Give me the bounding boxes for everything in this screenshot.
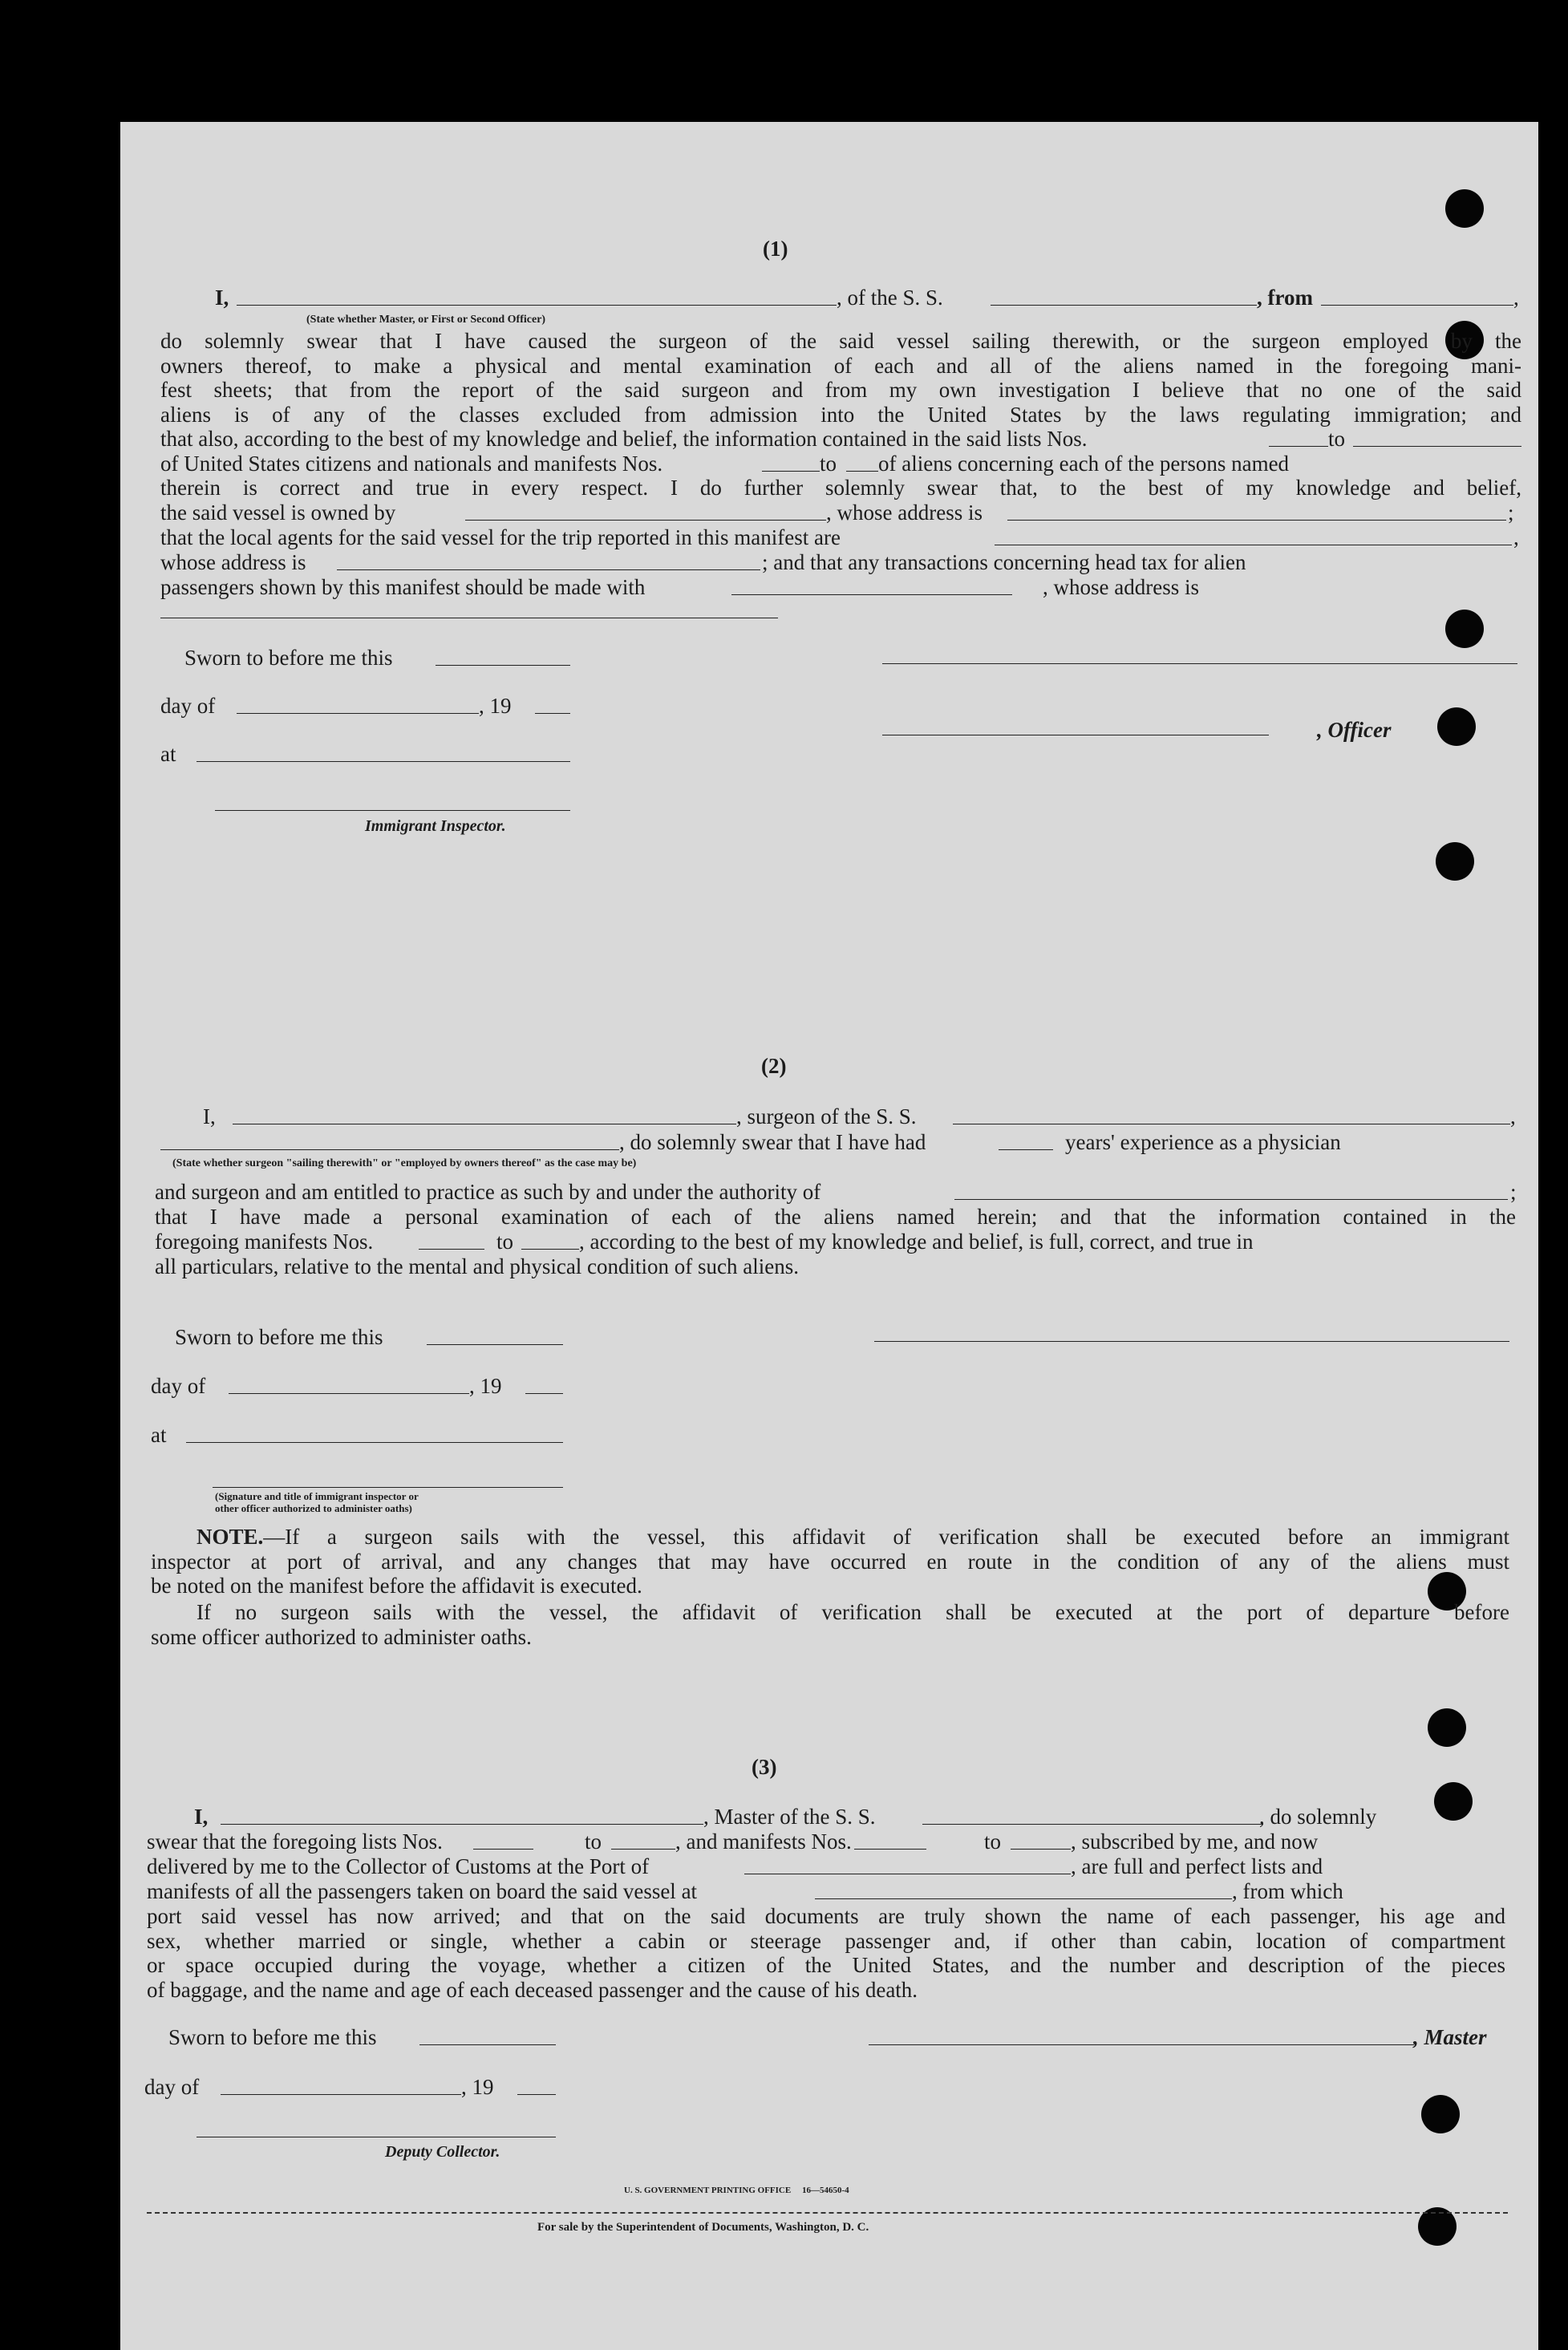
section-2-number: (2) (761, 1054, 787, 1078)
s3-line: sex, whether married or single, whether a cabin or steerage passenger and, if other than cabin, location of compartment (147, 1928, 1505, 1953)
s1-line-10b: , (1513, 525, 1519, 549)
blank-line (197, 761, 570, 762)
blank-line (465, 520, 826, 521)
note-line-last: some officer authorized to administer oaths. (151, 1625, 532, 1649)
s1-dayof: day of (160, 694, 216, 718)
blank-line (221, 2094, 461, 2095)
blank-line (473, 1849, 533, 1850)
s3-paragraph (147, 1904, 1505, 1978)
s1-line-11a: whose address is (160, 550, 306, 574)
blank-line (160, 1149, 619, 1150)
note-label: NOTE. (197, 1525, 264, 1549)
punch-hole (1445, 189, 1484, 228)
blank-line (731, 594, 1012, 595)
blank-line (854, 1849, 926, 1850)
s2-sworn: Sworn to before me this (175, 1325, 383, 1349)
printing-office: U. S. GOVERNMENT PRINTING OFFICE 16—54650-4 (624, 2186, 849, 2195)
blank-line (922, 1824, 1263, 1825)
blank-line (237, 713, 479, 714)
s3-dayof: day of (144, 2075, 200, 2099)
punch-hole (1421, 2095, 1460, 2133)
s2-sig-note-1: (Signature and title of immigrant inspector or (215, 1490, 419, 1502)
blank-line (1269, 446, 1328, 447)
blank-line (762, 471, 820, 472)
s1-year: , 19 (479, 694, 512, 718)
sale-note: For sale by the Superintendent of Documents, Washington, D. C. (537, 2221, 869, 2234)
s1-line: do solemnly swear that I have caused the surgeon of the said vessel sailing therewith, or the surgeon employed by the (160, 329, 1521, 353)
blank-line (611, 1849, 675, 1850)
blank-line (419, 1249, 484, 1250)
s2-sig-note-2: other officer authorized to administer oaths) (215, 1502, 412, 1514)
signature-line (874, 1341, 1509, 1342)
inspector-line (215, 810, 570, 811)
s1-line: therein is correct and true in every respect. I do further solemnly swear that, to the best of my knowledge and belief, (160, 476, 1521, 500)
s1-of-ss: , of the S. S. (837, 286, 943, 310)
footer-rule (147, 2212, 1508, 2214)
blank-line (525, 1393, 563, 1394)
s3-line-2b: to (585, 1829, 602, 1854)
s1-line-6b: to (1328, 427, 1346, 451)
s2-line: that I have made a personal examination of each of the aliens named herein; and that the information contained in the (155, 1205, 1516, 1229)
blank-line (337, 569, 760, 570)
blank-line (1007, 520, 1506, 521)
s1-comma: , (1513, 286, 1519, 310)
note-line: If no surgeon sails with the vessel, the affidavit of verification shall be executed at the port of departure before (197, 1600, 1509, 1624)
form-page (120, 122, 1538, 2350)
s1-line-9c: ; (1508, 500, 1514, 525)
s3-master: , Master (1413, 2025, 1487, 2049)
blank-line (999, 1149, 1053, 1150)
s1-line-12a: passengers shown by this manifest should be made with (160, 575, 646, 599)
s2-line-5b: to (496, 1230, 514, 1254)
s3-master-of: , Master of the S. S. (703, 1805, 876, 1829)
blank-line (427, 1344, 563, 1345)
s3-line-last: of baggage, and the name and age of each deceased passenger and the cause of his death. (147, 1978, 918, 2002)
section-3-number: (3) (752, 1755, 777, 1779)
note-line: —If a surgeon sails with the vessel, this affidavit of verification shall be executed before an immigrant (263, 1525, 1509, 1549)
s1-line-7b: to (820, 452, 837, 476)
blank-line (517, 2094, 556, 2095)
s3-line-4b: , from which (1232, 1879, 1343, 1903)
s1-line-12b: , whose address is (1043, 575, 1199, 599)
s1-inspector: Immigrant Inspector. (365, 817, 506, 835)
s2-line-2b: years' experience as a physician (1065, 1130, 1341, 1154)
s1-officer-note: (State whether Master, or First or Second Officer) (306, 314, 546, 326)
note-line: inspector at port of arrival, and any changes that may have occurred en route in the condition of any of the aliens must (151, 1549, 1509, 1574)
s3-line-2a: swear that the foregoing lists Nos. (147, 1829, 443, 1854)
s3-line-3a: delivered by me to the Collector of Customs at the Port of (147, 1854, 650, 1878)
s1-line: fest sheets; that from the report of the said surgeon and from my own investigation I believe that no one of the said (160, 378, 1521, 402)
note-paragraph (151, 1525, 1509, 1574)
blank-line (954, 1199, 1508, 1200)
s2-surgeon-note: (State whether surgeon "sailing therewith" or "employed by owners thereof" as the case may be) (172, 1157, 637, 1169)
blank-line (419, 2044, 556, 2045)
punch-hole (1445, 610, 1484, 648)
inspector-line (213, 1487, 563, 1488)
s1-line-8 (160, 476, 1521, 500)
blank-line (436, 665, 570, 666)
s1-sworn: Sworn to before me this (184, 646, 393, 670)
blank-line (186, 1442, 563, 1443)
s3-line-2d: to (984, 1829, 1002, 1854)
s2-dayof: day of (151, 1374, 206, 1398)
s3-year: , 19 (461, 2075, 494, 2099)
blank-line (1353, 446, 1521, 447)
s1-line-i: I, (215, 286, 229, 310)
blank-line (221, 1824, 703, 1825)
s3-line-i: I, (194, 1805, 209, 1829)
s3-deputy: Deputy Collector. (385, 2143, 500, 2161)
s1-line-7a: of United States citizens and nationals and manifests Nos. (160, 452, 663, 476)
s3-line: or space occupied during the voyage, whether a citizen of the United States, and the number and description of the pieces (147, 1953, 1505, 1977)
blank-line (521, 1249, 579, 1250)
punch-hole (1436, 842, 1474, 881)
punch-hole (1428, 1708, 1466, 1747)
s3-line: port said vessel has now arrived; and that on the said documents are truly shown the name of each passenger, his age and (147, 1904, 1505, 1928)
signature-line (882, 663, 1517, 664)
note-line-last: be noted on the manifest before the affidavit is executed. (151, 1574, 642, 1598)
blank-line (1321, 305, 1513, 306)
blank-line (815, 1898, 1232, 1899)
s1-line-11b: ; and that any transactions concerning head tax for alien (762, 550, 1246, 574)
s1-at: at (160, 742, 176, 766)
s1-line-6a: that also, according to the best of my knowledge and belief, the information contained in the said lists Nos. (160, 427, 1088, 451)
s1-line-9a: the said vessel is owned by (160, 500, 396, 525)
s2-surgeon-of: , surgeon of the S. S. (736, 1104, 917, 1128)
blank-line (535, 713, 570, 714)
s2-at: at (151, 1423, 167, 1447)
s1-line: owners thereof, to make a physical and mental examination of each and all of the aliens named in the foregoing mani- (160, 353, 1521, 378)
s1-line-7c: of aliens concerning each of the persons named (878, 452, 1290, 476)
note-line-first (151, 1525, 1509, 1550)
blank-line (229, 1393, 469, 1394)
note-paragraph-2 (197, 1600, 1509, 1625)
punch-hole (1437, 707, 1476, 746)
s3-solemnly: , do solemnly (1259, 1805, 1377, 1829)
s1-line: aliens is of any of the classes excluded from admission into the United States by the laws regulating immigration; and (160, 402, 1521, 427)
s2-line-6: all particulars, relative to the mental and physical condition of such aliens. (155, 1254, 799, 1278)
s1-from: , from (1257, 286, 1313, 310)
s3-line-2c: , and manifests Nos. (675, 1829, 852, 1854)
s2-line-3b: ; (1510, 1180, 1517, 1204)
s2-line-2a: , do solemnly swear that I have had (619, 1130, 926, 1154)
s2-year: , 19 (469, 1374, 502, 1398)
blank-line (846, 471, 878, 472)
s2-comma: , (1510, 1104, 1516, 1128)
s2-line-4 (155, 1205, 1516, 1230)
s2-line-i: I, (203, 1104, 216, 1128)
s1-line-9b: , whose address is (826, 500, 983, 525)
blank-line (237, 305, 837, 306)
s2-line-5c: , according to the best of my knowledge and belief, is full, correct, and true in (579, 1230, 1254, 1254)
master-line (869, 2044, 1414, 2045)
s2-line-3a: and surgeon and am entitled to practice as such by and under the authority of (155, 1180, 821, 1204)
section-1-number: (1) (763, 237, 788, 261)
s1-officer: , Officer (1317, 718, 1392, 742)
s2-line-5a: foregoing manifests Nos. (155, 1230, 374, 1254)
blank-line (1011, 1849, 1071, 1850)
s3-line-2e: , subscribed by me, and now (1071, 1829, 1319, 1854)
s3-line-3b: , are full and perfect lists and (1071, 1854, 1323, 1878)
s3-line-4a: manifests of all the passengers taken on board the said vessel at (147, 1879, 698, 1903)
s1-paragraph (160, 329, 1521, 427)
s1-line-10a: that the local agents for the said vessel for the trip reported in this manifest are (160, 525, 841, 549)
s3-sworn: Sworn to before me this (168, 2025, 377, 2049)
blank-line (991, 305, 1257, 306)
punch-hole (1434, 1782, 1473, 1821)
